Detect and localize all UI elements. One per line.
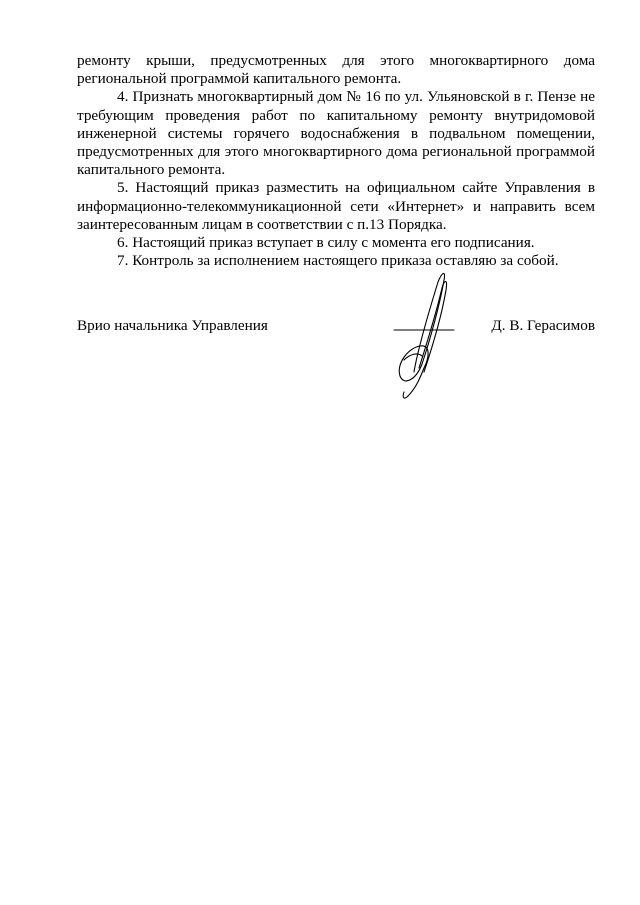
- paragraph-item-5: 5. Настоящий приказ разместить на официальном сайте Управления в информационно-телекоммуникационной сети «Интернет» и направить всем заинтересованным лицам в соответствии с п.13 Порядка.: [77, 179, 595, 233]
- signatory-title: Врио начальника Управления: [77, 317, 268, 334]
- paragraph-item-7: 7. Контроль за исполнением настоящего приказа оставляю за собой.: [117, 252, 559, 270]
- handwritten-signature-icon: [386, 268, 466, 400]
- signature-block: [77, 316, 595, 338]
- signatory-name: Д. В. Герасимов: [491, 317, 595, 334]
- paragraph-item-6: 6. Настоящий приказ вступает в силу с момента его подписания.: [117, 234, 535, 252]
- document-body: [77, 52, 595, 270]
- paragraph-continuation: ремонту крыши, предусмотренных для этого многоквартирного дома региональной программой капитального ремонта.: [77, 52, 595, 88]
- paragraph-item-4: 4. Признать многоквартирный дом № 16 по ул. Ульяновской в г. Пензе не требующим проведения работ по капитальному ремонту внутридомовой инженерной системы горячего водоснабжения в подвальном помещении, предусмотренных для этого многоквартирного дома региональной программой капитального ремонта.: [77, 88, 595, 179]
